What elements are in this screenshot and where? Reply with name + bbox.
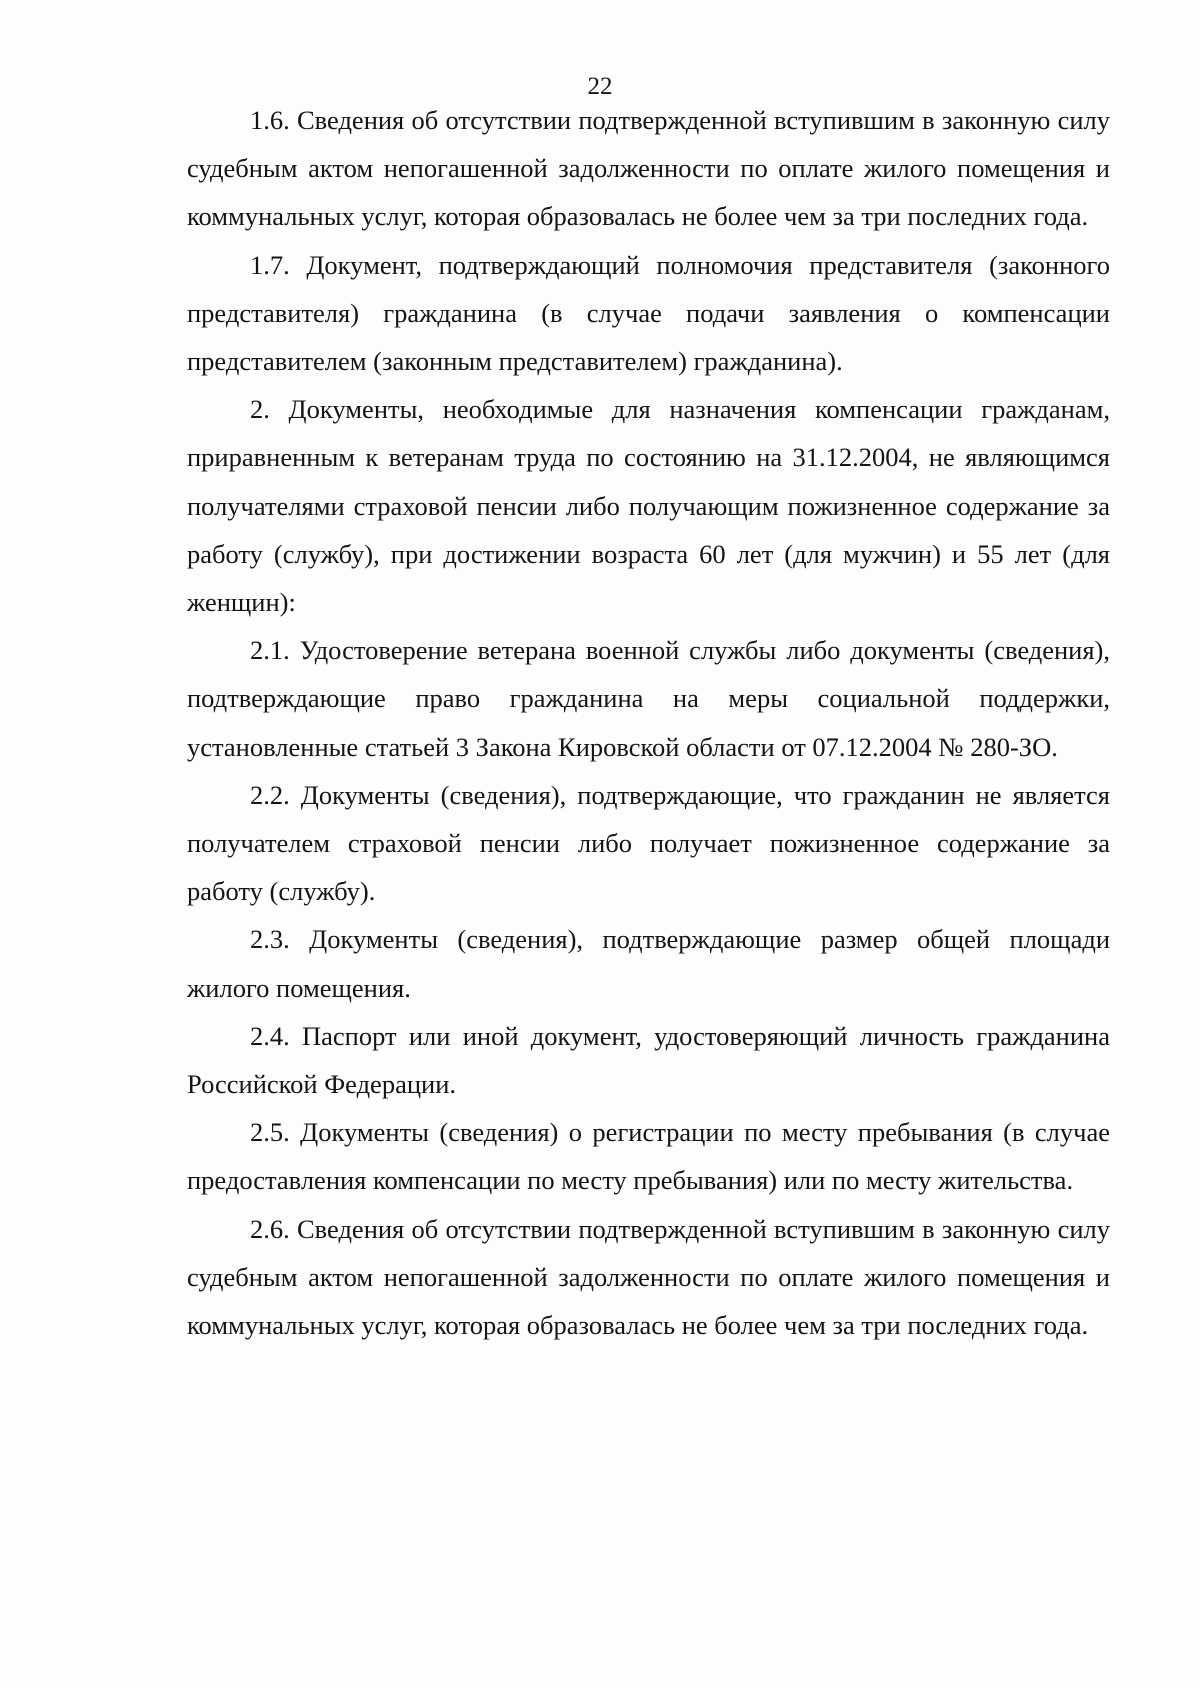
paragraph-2-1: 2.1. Удостоверение ветерана военной службы либо документы (сведения), подтверждающие право гражданина на меры социальной поддержки, установленные статьей 3 Закона Кировской области от 07.12.2004 № 280-ЗО. [187, 635, 1110, 762]
paragraph-1-7: 1.7. Документ, подтверждающий полномочия представителя (законного представителя) гражданина (в случае подачи заявления о компенсации представителем (законным представителем) гражданина). [187, 249, 1110, 377]
paragraph-2-2: 2.2. Документы (сведения), подтверждающие, что гражданин не является получателем страховой пенсии либо получает пожизненное содержание за работу (службу). [187, 779, 1110, 907]
paragraph-2-6: 2.6. Сведения об отсутствии подтвержденной вступившим в законную силу судебным актом непогашенной задолженности по оплате жилого помещения и коммунальных услуг, которая образовалась не более чем за три последних года. [187, 1213, 1110, 1341]
paragraph-1-6: 1.6. Сведения об отсутствии подтвержденной вступившим в законную силу судебным актом непогашенной задолженности по оплате жилого помещения и коммунальных услуг, которая образовалась не более чем за три последних года. [187, 105, 1110, 232]
document-body [187, 96, 1110, 1349]
page-number: 22 [587, 73, 613, 100]
paragraph-2: 2. Документы, необходимые для назначения компенсации гражданам, приравненным к ветеранам труда по состоянию на 31.12.2004, не являющимся получателями страховой пенсии либо получающим пожизненное содержание за работу (службу), при достижении возраста 60 лет (для мужчин) и 55 лет (для женщин): [187, 394, 1110, 618]
paragraph-2-5: 2.5. Документы (сведения) о регистрации по месту пребывания (в случае предоставления компенсации по месту пребывания) или по месту жительства. [187, 1117, 1110, 1196]
paragraph-2-4: 2.4. Паспорт или иной документ, удостоверяющий личность гражданина Российской Федерации. [187, 1020, 1110, 1100]
paragraph-2-3: 2.3. Документы (сведения), подтверждающие размер общей площади жилого помещения. [187, 924, 1110, 1003]
